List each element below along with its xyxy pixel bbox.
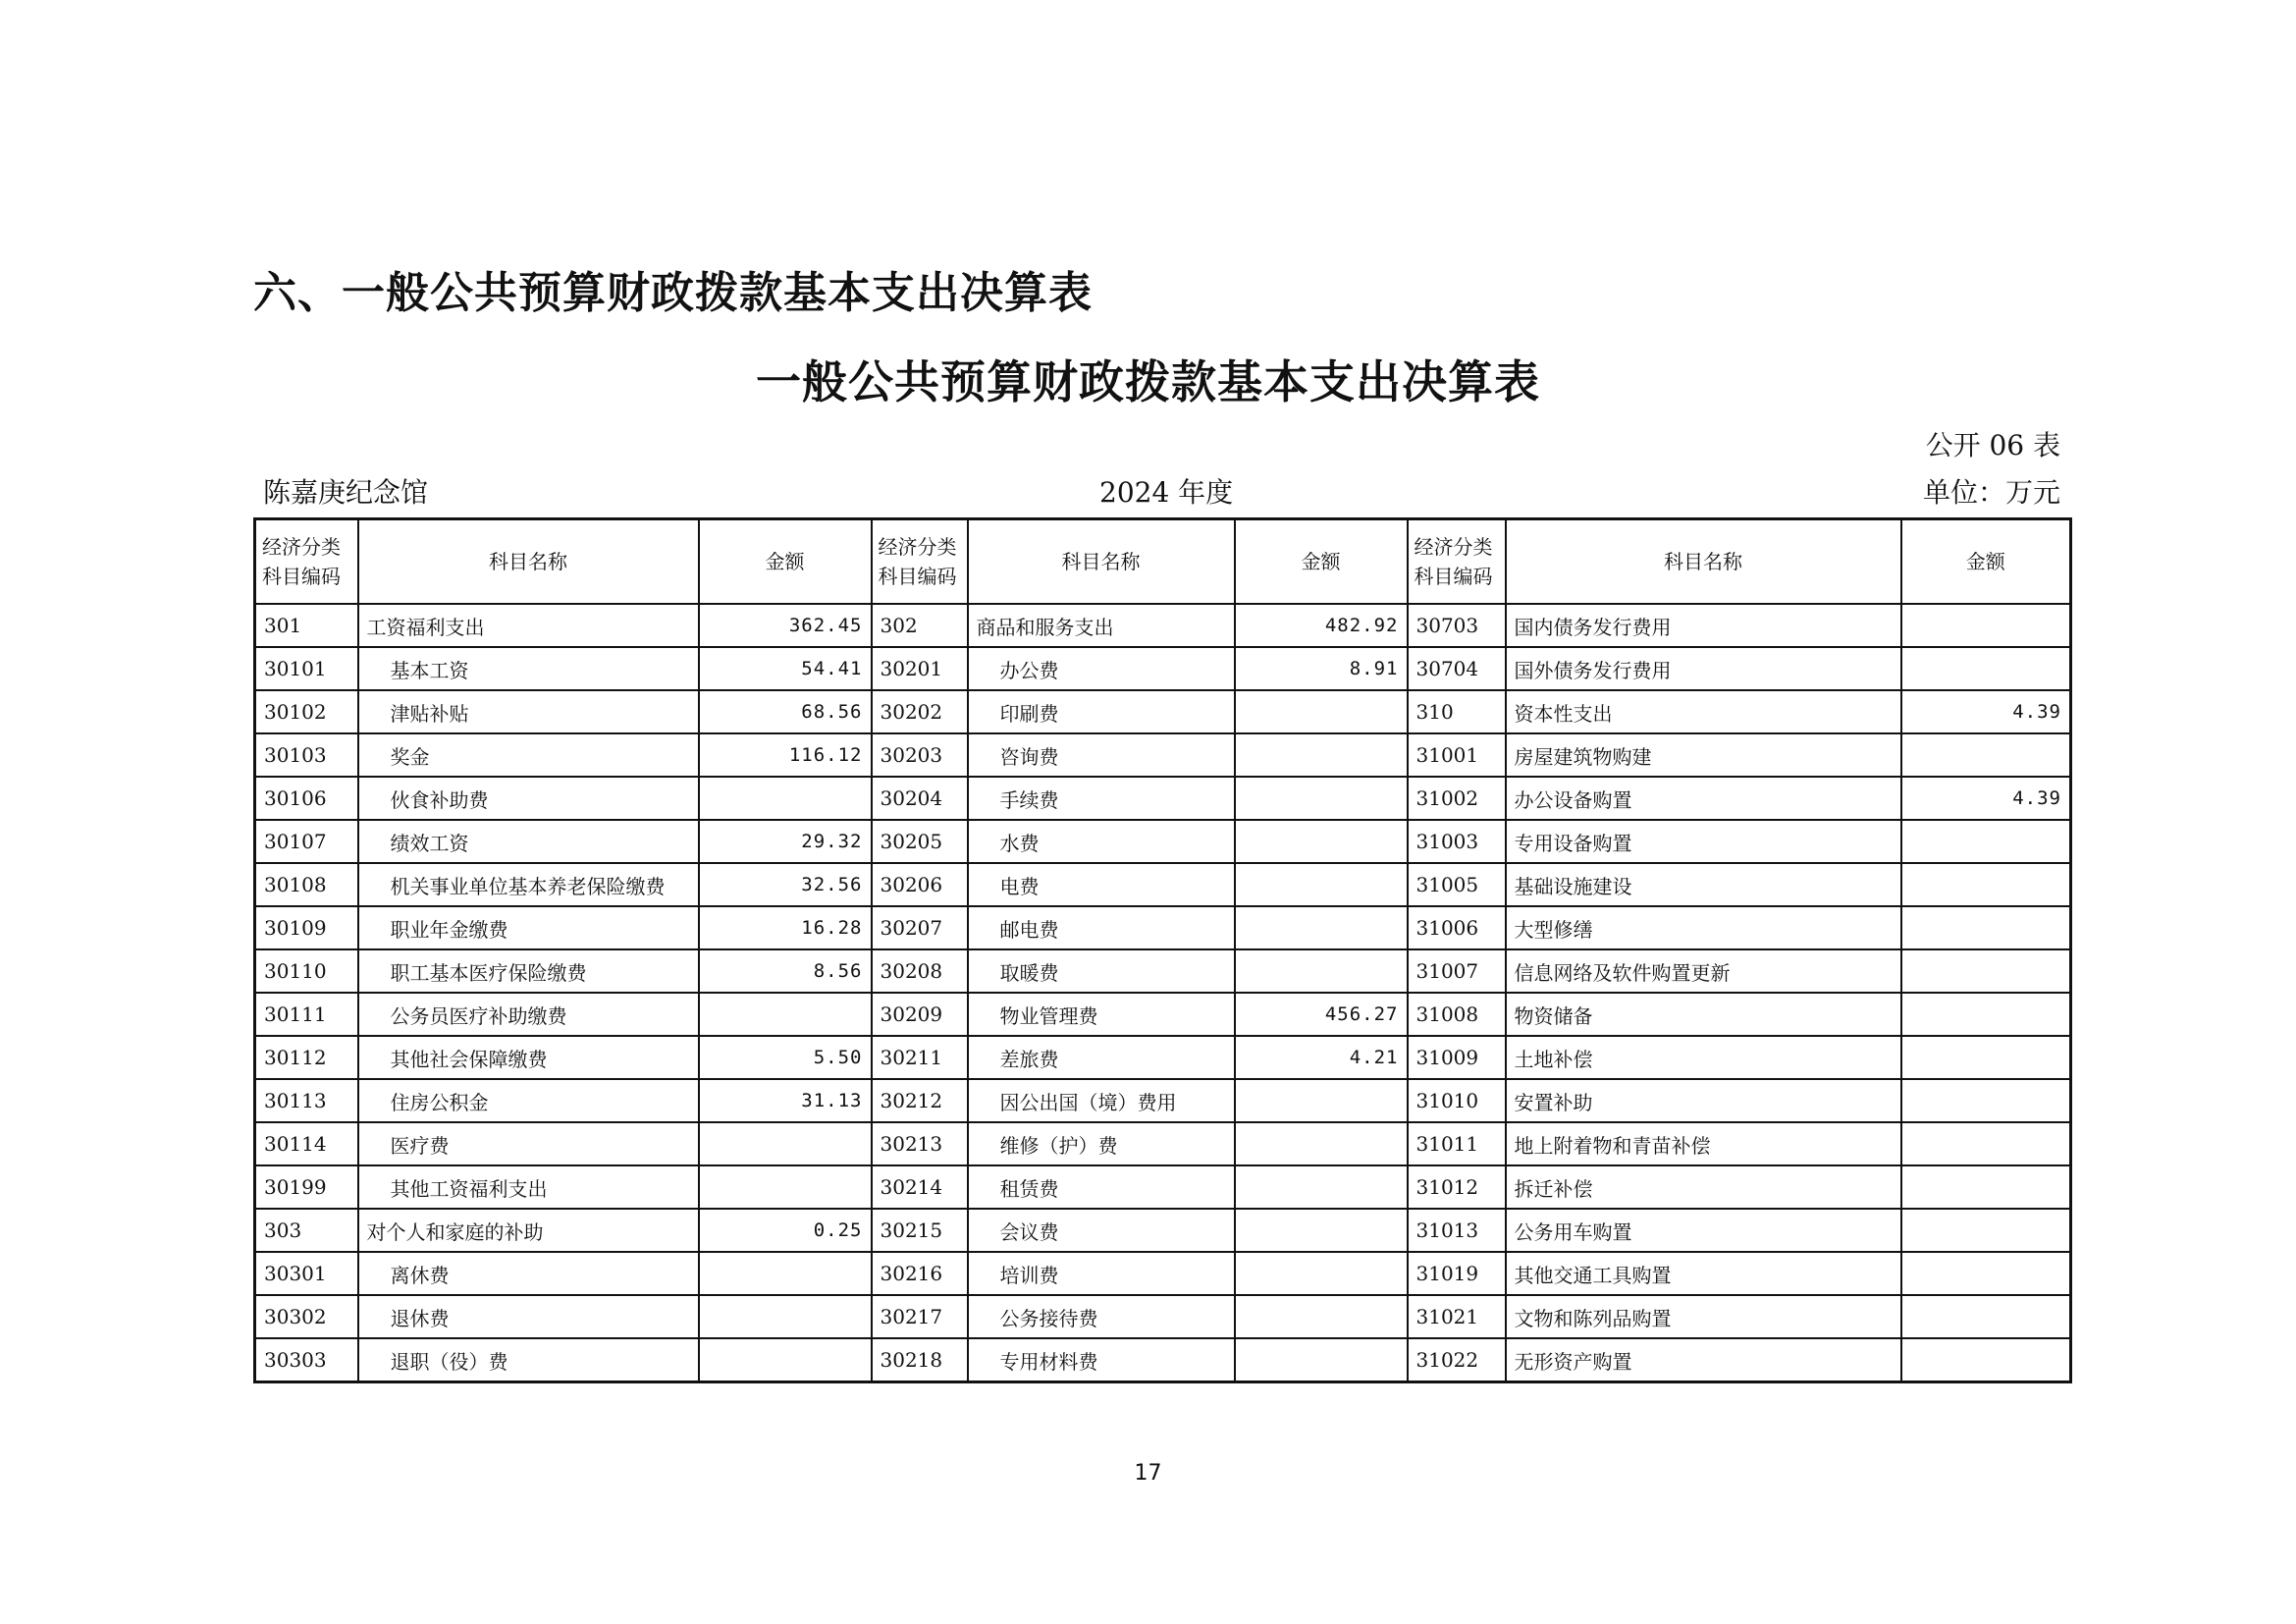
cell-code: 30108 [255,863,358,906]
cell-code: 30212 [872,1079,968,1122]
cell-name: 对个人和家庭的补助 [358,1209,699,1252]
cell-code: 30101 [255,647,358,690]
cell-code: 31010 [1408,1079,1506,1122]
cell-code: 31008 [1408,993,1506,1036]
table-row [255,949,2071,993]
cell-amount [1901,1122,2071,1165]
fiscal-year: 2024 年度 [1099,476,1234,509]
cell-code: 303 [255,1209,358,1252]
cell-amount [1901,993,2071,1036]
cell-amount [1901,604,2071,647]
cell-amount [1235,863,1408,906]
cell-amount [1901,949,2071,993]
cell-amount [699,1122,872,1165]
cell-code: 30205 [872,820,968,863]
cell-code: 31007 [1408,949,1506,993]
budget-table [253,517,2072,1383]
table-row [255,820,2071,863]
cell-amount [1235,733,1408,777]
cell-amount: 68.56 [699,690,872,733]
cell-amount [699,993,872,1036]
cell-code: 31013 [1408,1209,1506,1252]
cell-code: 30213 [872,1122,968,1165]
header-amount: 金额 [1235,519,1408,605]
cell-amount [1901,820,2071,863]
cell-amount: 29.32 [699,820,872,863]
cell-code: 31006 [1408,906,1506,949]
table-row [255,993,2071,1036]
unit-label: 单位：万元 [1922,476,2060,509]
cell-code: 30110 [255,949,358,993]
cell-code: 31019 [1408,1252,1506,1295]
cell-name: 基础设施建设 [1506,863,1901,906]
cell-amount [1235,1295,1408,1338]
table-row [255,733,2071,777]
cell-name: 国外债务发行费用 [1506,647,1901,690]
cell-name: 住房公积金 [358,1079,699,1122]
cell-code: 31009 [1408,1036,1506,1079]
table-row [255,1122,2071,1165]
cell-name: 物业管理费 [968,993,1235,1036]
page-number: 17 [1134,1461,1162,1486]
cell-name: 土地补偿 [1506,1036,1901,1079]
cell-name: 医疗费 [358,1122,699,1165]
cell-code: 30102 [255,690,358,733]
cell-code: 30201 [872,647,968,690]
cell-amount [1235,1122,1408,1165]
cell-code: 30704 [1408,647,1506,690]
cell-name: 资本性支出 [1506,690,1901,733]
cell-code: 30208 [872,949,968,993]
section-title: 六、一般公共预算财政拨款基本支出决算表 [253,268,1093,318]
header-name: 科目名称 [358,519,699,605]
cell-code: 30204 [872,777,968,820]
cell-name: 其他交通工具购置 [1506,1252,1901,1295]
cell-code: 301 [255,604,358,647]
cell-amount [699,777,872,820]
cell-name: 文物和陈列品购置 [1506,1295,1901,1338]
cell-amount [1901,1036,2071,1079]
organization-name: 陈嘉庚纪念馆 [263,476,429,509]
cell-amount [1901,1079,2071,1122]
cell-amount [1235,949,1408,993]
cell-amount: 32.56 [699,863,872,906]
cell-code: 30301 [255,1252,358,1295]
cell-code: 31003 [1408,820,1506,863]
cell-amount [1901,1338,2071,1382]
cell-code: 31012 [1408,1165,1506,1209]
cell-name: 绩效工资 [358,820,699,863]
cell-name: 职工基本医疗保险缴费 [358,949,699,993]
cell-code: 30113 [255,1079,358,1122]
cell-name: 因公出国（境）费用 [968,1079,1235,1122]
cell-name: 办公设备购置 [1506,777,1901,820]
cell-amount [699,1165,872,1209]
table-row [255,1295,2071,1338]
cell-name: 职业年金缴费 [358,906,699,949]
cell-name: 商品和服务支出 [968,604,1235,647]
cell-amount [1235,1079,1408,1122]
cell-code: 30302 [255,1295,358,1338]
header-code: 经济分类科目编码 [1408,519,1506,605]
cell-code: 30111 [255,993,358,1036]
table-row [255,1252,2071,1295]
cell-code: 31022 [1408,1338,1506,1382]
table-row [255,1338,2071,1382]
cell-name: 大型修缮 [1506,906,1901,949]
cell-amount [699,1338,872,1382]
cell-amount [699,1252,872,1295]
cell-amount: 116.12 [699,733,872,777]
header-name: 科目名称 [1506,519,1901,605]
cell-name: 房屋建筑物购建 [1506,733,1901,777]
form-number: 公开 06 表 [1925,429,2060,461]
table-title: 一般公共预算财政拨款基本支出决算表 [756,355,1540,408]
cell-code: 30216 [872,1252,968,1295]
cell-name: 其他社会保障缴费 [358,1036,699,1079]
cell-code: 30207 [872,906,968,949]
cell-amount: 4.39 [1901,777,2071,820]
cell-amount [1901,1252,2071,1295]
cell-name: 地上附着物和青苗补偿 [1506,1122,1901,1165]
cell-name: 物资储备 [1506,993,1901,1036]
cell-amount [1235,690,1408,733]
table-row [255,863,2071,906]
cell-name: 工资福利支出 [358,604,699,647]
cell-code: 30303 [255,1338,358,1382]
table-row [255,1165,2071,1209]
cell-code: 30217 [872,1295,968,1338]
cell-amount: 482.92 [1235,604,1408,647]
table-row [255,906,2071,949]
cell-name: 其他工资福利支出 [358,1165,699,1209]
cell-code: 31005 [1408,863,1506,906]
cell-amount: 8.91 [1235,647,1408,690]
cell-code: 31021 [1408,1295,1506,1338]
cell-name: 安置补助 [1506,1079,1901,1122]
cell-code: 31002 [1408,777,1506,820]
cell-name: 专用设备购置 [1506,820,1901,863]
table-row [255,1079,2071,1122]
cell-code: 30106 [255,777,358,820]
header-amount: 金额 [699,519,872,605]
cell-name: 基本工资 [358,647,699,690]
cell-amount [699,1295,872,1338]
cell-name: 公务用车购置 [1506,1209,1901,1252]
cell-code: 30114 [255,1122,358,1165]
cell-name: 公务接待费 [968,1295,1235,1338]
cell-code: 30112 [255,1036,358,1079]
cell-code: 30218 [872,1338,968,1382]
cell-amount [1901,1209,2071,1252]
cell-name: 电费 [968,863,1235,906]
table-header-row [255,519,2071,605]
cell-amount: 16.28 [699,906,872,949]
cell-amount: 8.56 [699,949,872,993]
cell-name: 印刷费 [968,690,1235,733]
cell-amount [1235,1252,1408,1295]
cell-code: 31001 [1408,733,1506,777]
header-name: 科目名称 [968,519,1235,605]
cell-name: 伙食补助费 [358,777,699,820]
cell-code: 30209 [872,993,968,1036]
cell-amount [1235,820,1408,863]
cell-amount: 456.27 [1235,993,1408,1036]
cell-name: 退职（役）费 [358,1338,699,1382]
table-body [255,604,2071,1382]
cell-code: 30214 [872,1165,968,1209]
cell-name: 奖金 [358,733,699,777]
cell-name: 培训费 [968,1252,1235,1295]
cell-code: 310 [1408,690,1506,733]
cell-name: 差旅费 [968,1036,1235,1079]
cell-code: 30202 [872,690,968,733]
cell-name: 无形资产购置 [1506,1338,1901,1382]
cell-code: 31011 [1408,1122,1506,1165]
cell-amount: 362.45 [699,604,872,647]
cell-name: 办公费 [968,647,1235,690]
header-amount: 金额 [1901,519,2071,605]
table-row [255,690,2071,733]
cell-amount [1901,863,2071,906]
cell-amount [1235,777,1408,820]
cell-name: 津贴补贴 [358,690,699,733]
cell-amount: 54.41 [699,647,872,690]
cell-amount: 4.21 [1235,1036,1408,1079]
table-row [255,604,2071,647]
header-code: 经济分类科目编码 [872,519,968,605]
cell-name: 维修（护）费 [968,1122,1235,1165]
cell-name: 信息网络及软件购置更新 [1506,949,1901,993]
cell-name: 水费 [968,820,1235,863]
cell-name: 手续费 [968,777,1235,820]
cell-amount [1901,647,2071,690]
cell-name: 取暖费 [968,949,1235,993]
cell-code: 30206 [872,863,968,906]
cell-amount [1235,1165,1408,1209]
cell-name: 公务员医疗补助缴费 [358,993,699,1036]
cell-name: 退休费 [358,1295,699,1338]
header-code: 经济分类科目编码 [255,519,358,605]
cell-amount [1235,906,1408,949]
cell-code: 30215 [872,1209,968,1252]
cell-code: 30199 [255,1165,358,1209]
cell-code: 30203 [872,733,968,777]
cell-amount: 4.39 [1901,690,2071,733]
cell-code: 30103 [255,733,358,777]
cell-amount [1235,1338,1408,1382]
cell-code: 302 [872,604,968,647]
cell-name: 拆迁补偿 [1506,1165,1901,1209]
cell-name: 邮电费 [968,906,1235,949]
cell-code: 30703 [1408,604,1506,647]
cell-amount: 5.50 [699,1036,872,1079]
cell-code: 30211 [872,1036,968,1079]
cell-amount [1901,1295,2071,1338]
cell-amount: 0.25 [699,1209,872,1252]
table-row [255,647,2071,690]
table-row [255,1036,2071,1079]
cell-amount: 31.13 [699,1079,872,1122]
cell-name: 会议费 [968,1209,1235,1252]
cell-amount [1901,1165,2071,1209]
cell-name: 专用材料费 [968,1338,1235,1382]
table-row [255,777,2071,820]
cell-name: 咨询费 [968,733,1235,777]
cell-amount [1901,733,2071,777]
cell-amount [1901,906,2071,949]
cell-amount [1235,1209,1408,1252]
cell-name: 机关事业单位基本养老保险缴费 [358,863,699,906]
cell-code: 30109 [255,906,358,949]
table-row [255,1209,2071,1252]
cell-name: 离休费 [358,1252,699,1295]
cell-name: 国内债务发行费用 [1506,604,1901,647]
cell-code: 30107 [255,820,358,863]
cell-name: 租赁费 [968,1165,1235,1209]
